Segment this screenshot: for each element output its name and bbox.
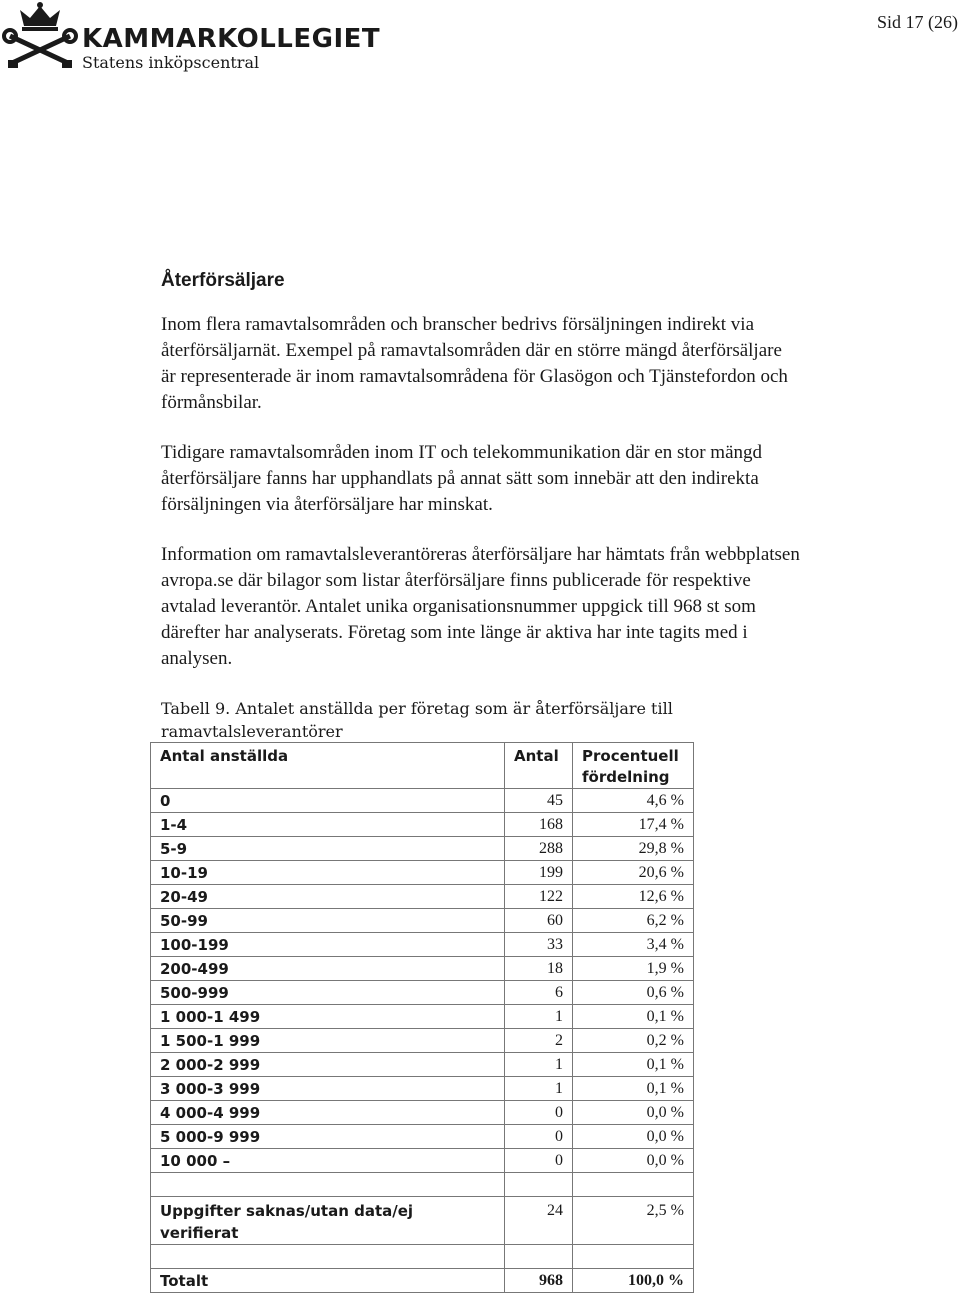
cell-percent: 0,1 % <box>573 1077 694 1101</box>
cell-employees: 5 000-9 999 <box>151 1125 505 1149</box>
kammarkollegiet-logo <box>0 0 381 80</box>
cell-percent: 0,1 % <box>573 1005 694 1029</box>
table-spacer-row <box>151 1173 694 1197</box>
page-number: Sid 17 (26) <box>877 12 958 32</box>
cell-count: 60 <box>505 909 573 933</box>
cell-employees: 0 <box>151 789 505 813</box>
cell-count: 1 <box>505 1053 573 1077</box>
cell-percent: 12,6 % <box>573 885 694 909</box>
cell-employees: 200-499 <box>151 957 505 981</box>
cell-employees: 1 000-1 499 <box>151 1005 505 1029</box>
cell-count: 1 <box>505 1077 573 1101</box>
cell-employees: 10 000 – <box>151 1149 505 1173</box>
cell-employees: 100-199 <box>151 933 505 957</box>
cell-employees: 1-4 <box>151 813 505 837</box>
cell-percent: 20,6 % <box>573 861 694 885</box>
cell-employees: 2 000-2 999 <box>151 1053 505 1077</box>
table-row <box>151 981 694 1005</box>
cell-percent: 0,0 % <box>573 1101 694 1125</box>
empty-cell <box>505 1245 573 1269</box>
employees-table <box>150 742 694 1293</box>
table-row <box>151 933 694 957</box>
cell-employees: 20-49 <box>151 885 505 909</box>
table-row <box>151 909 694 933</box>
table-row <box>151 1149 694 1173</box>
cell-employees: 1 500-1 999 <box>151 1029 505 1053</box>
cell-employees: 500-999 <box>151 981 505 1005</box>
paragraph-2: Tidigare ramavtalsområden inom IT och telekommunikation där en stor mängd återförsäljare fanns har upphandlats på annat sätt som innebär att den indirekta försäljningen via återförsäljare har minskat. <box>161 442 763 515</box>
cell-employees: Totalt <box>151 1269 505 1293</box>
table-row <box>151 789 694 813</box>
cell-count: 968 <box>505 1269 573 1293</box>
table-body <box>151 789 694 1293</box>
table-row <box>151 1269 694 1293</box>
empty-cell <box>505 1173 573 1197</box>
cell-employees: 5-9 <box>151 837 505 861</box>
table-row <box>151 1125 694 1149</box>
cell-percent: 0,0 % <box>573 1149 694 1173</box>
cell-percent: 29,8 % <box>573 837 694 861</box>
cell-count: 45 <box>505 789 573 813</box>
table-spacer-row <box>151 1245 694 1269</box>
table-row <box>151 1029 694 1053</box>
table-row <box>151 861 694 885</box>
cell-employees: Uppgifter saknas/utan data/ej verifierat <box>151 1197 505 1245</box>
cell-percent: 0,0 % <box>573 1125 694 1149</box>
table-row <box>151 1077 694 1101</box>
empty-cell <box>151 1173 505 1197</box>
empty-cell <box>573 1245 694 1269</box>
cell-percent: 0,6 % <box>573 981 694 1005</box>
cell-count: 6 <box>505 981 573 1005</box>
cell-count: 33 <box>505 933 573 957</box>
paragraph-1: Inom flera ramavtalsområden och branscher bedrivs försäljningen indirekt via återförsäljarnät. Exempel på ramavtalsområden där en större mängd återförsäljare är representerade är inom ramavtalsområdena för Glasögon och Tjänstefordon och förmånsbilar. <box>161 314 788 413</box>
table-header-row <box>151 743 694 789</box>
empty-cell <box>573 1173 694 1197</box>
header-count: Antal <box>505 743 573 789</box>
table-row <box>151 1005 694 1029</box>
org-name: KAMMARKOLLEGIET <box>82 24 381 54</box>
cell-percent: 4,6 % <box>573 789 694 813</box>
cell-count: 199 <box>505 861 573 885</box>
table-row <box>151 1053 694 1077</box>
crown-keys-icon <box>2 2 78 72</box>
table-row <box>151 1101 694 1125</box>
cell-count: 0 <box>505 1149 573 1173</box>
paragraph-3: Information om ramavtalsleverantöreras återförsäljare har hämtats från webbplatsen avropa.se där bilagor som listar återförsäljare finns publicerade för respektive avtalad leverantör. Antalet unika organisationsnummer uppgick till 968 st som därefter har analyserats. Företag som inte länge är aktiva har inte tagits med i analysen. <box>161 544 800 669</box>
cell-percent: 1,9 % <box>573 957 694 981</box>
header-percent: Procentuell fördelning <box>573 743 694 789</box>
table-row <box>151 813 694 837</box>
org-subtitle: Statens inköpscentral <box>82 53 260 72</box>
cell-count: 0 <box>505 1101 573 1125</box>
cell-employees: 50-99 <box>151 909 505 933</box>
cell-percent: 6,2 % <box>573 909 694 933</box>
cell-percent: 17,4 % <box>573 813 694 837</box>
cell-count: 1 <box>505 1005 573 1029</box>
table-caption: Tabell 9. Antalet anställda per företag som är återförsäljare till ramavtalsleverantörer <box>161 699 673 741</box>
cell-percent: 3,4 % <box>573 933 694 957</box>
cell-count: 24 <box>505 1197 573 1245</box>
table-row <box>151 885 694 909</box>
cell-percent: 2,5 % <box>573 1197 694 1245</box>
cell-percent: 0,2 % <box>573 1029 694 1053</box>
cell-percent: 100,0 % <box>573 1269 694 1293</box>
cell-count: 18 <box>505 957 573 981</box>
cell-employees: 10-19 <box>151 861 505 885</box>
section-resellers <box>161 270 801 672</box>
cell-count: 288 <box>505 837 573 861</box>
cell-percent: 0,1 % <box>573 1053 694 1077</box>
table-row <box>151 1197 694 1245</box>
cell-count: 122 <box>505 885 573 909</box>
cell-employees: 4 000-4 999 <box>151 1101 505 1125</box>
section-heading: Återförsäljare <box>161 270 285 291</box>
cell-count: 168 <box>505 813 573 837</box>
cell-count: 2 <box>505 1029 573 1053</box>
empty-cell <box>151 1245 505 1269</box>
cell-employees: 3 000-3 999 <box>151 1077 505 1101</box>
table-row <box>151 957 694 981</box>
header-employees: Antal anställda <box>151 743 505 789</box>
table-row <box>151 837 694 861</box>
cell-count: 0 <box>505 1125 573 1149</box>
